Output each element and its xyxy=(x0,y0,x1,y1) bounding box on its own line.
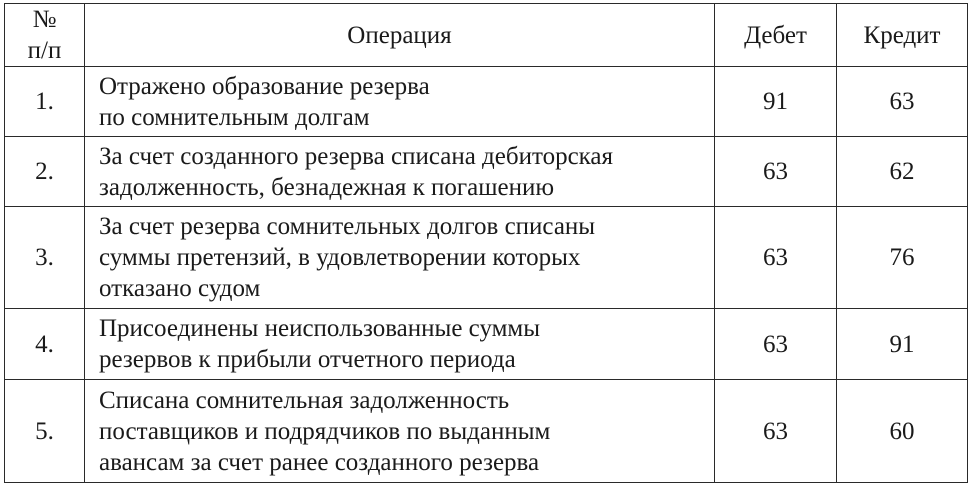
header-num-label: п/п xyxy=(27,37,62,64)
row-credit: 91 xyxy=(837,309,968,380)
entries-table xyxy=(4,3,968,483)
row-operation xyxy=(85,309,715,380)
row-debit: 63 xyxy=(715,207,837,309)
operation-line: резервов к прибыли отчетного периода xyxy=(99,346,516,373)
operation-line: Отражено образование резерва xyxy=(99,72,430,100)
table-row xyxy=(5,309,968,380)
operation-line: поставщиков и подрядчиков по выданным xyxy=(99,417,551,445)
operation-line: суммы претензий, в удовлетворении которых xyxy=(99,244,581,271)
table-row xyxy=(5,207,968,309)
row-number: 2. xyxy=(5,137,85,207)
row-operation xyxy=(85,137,715,207)
row-number: 1. xyxy=(5,67,85,137)
header-num xyxy=(5,4,85,67)
operation-line: задолженность, безнадежная к погашению xyxy=(99,173,555,201)
row-debit: 91 xyxy=(715,67,837,137)
row-debit: 63 xyxy=(715,137,837,207)
header-row xyxy=(5,4,968,67)
row-number: 3. xyxy=(5,207,85,309)
operation-line: За счет резерва сомнительных долгов списаны xyxy=(99,213,596,240)
operation-line: отказано судом xyxy=(99,275,261,302)
operation-line: Списана сомнительная задолженность xyxy=(99,386,510,414)
row-operation xyxy=(85,67,715,137)
row-credit: 62 xyxy=(837,137,968,207)
row-debit: 63 xyxy=(715,380,837,483)
row-operation xyxy=(85,380,715,483)
row-credit: 60 xyxy=(837,380,968,483)
header-num-symbol: № xyxy=(32,6,57,33)
row-operation xyxy=(85,207,715,309)
operation-line: Присоединены неиспользованные суммы xyxy=(99,315,541,342)
row-debit: 63 xyxy=(715,309,837,380)
header-operation: Операция xyxy=(85,4,715,67)
operation-line: За счет созданного резерва списана дебиторская xyxy=(99,142,614,170)
operation-line: авансам за счет ранее созданного резерва xyxy=(99,448,540,476)
row-number: 4. xyxy=(5,309,85,380)
operation-line: по сомнительным долгам xyxy=(99,103,370,131)
row-credit: 76 xyxy=(837,207,968,309)
header-credit: Кредит xyxy=(837,4,968,67)
table-row xyxy=(5,137,968,207)
row-credit: 63 xyxy=(837,67,968,137)
row-number: 5. xyxy=(5,380,85,483)
header-debit: Дебет xyxy=(715,4,837,67)
table-row xyxy=(5,67,968,137)
table-row xyxy=(5,380,968,483)
